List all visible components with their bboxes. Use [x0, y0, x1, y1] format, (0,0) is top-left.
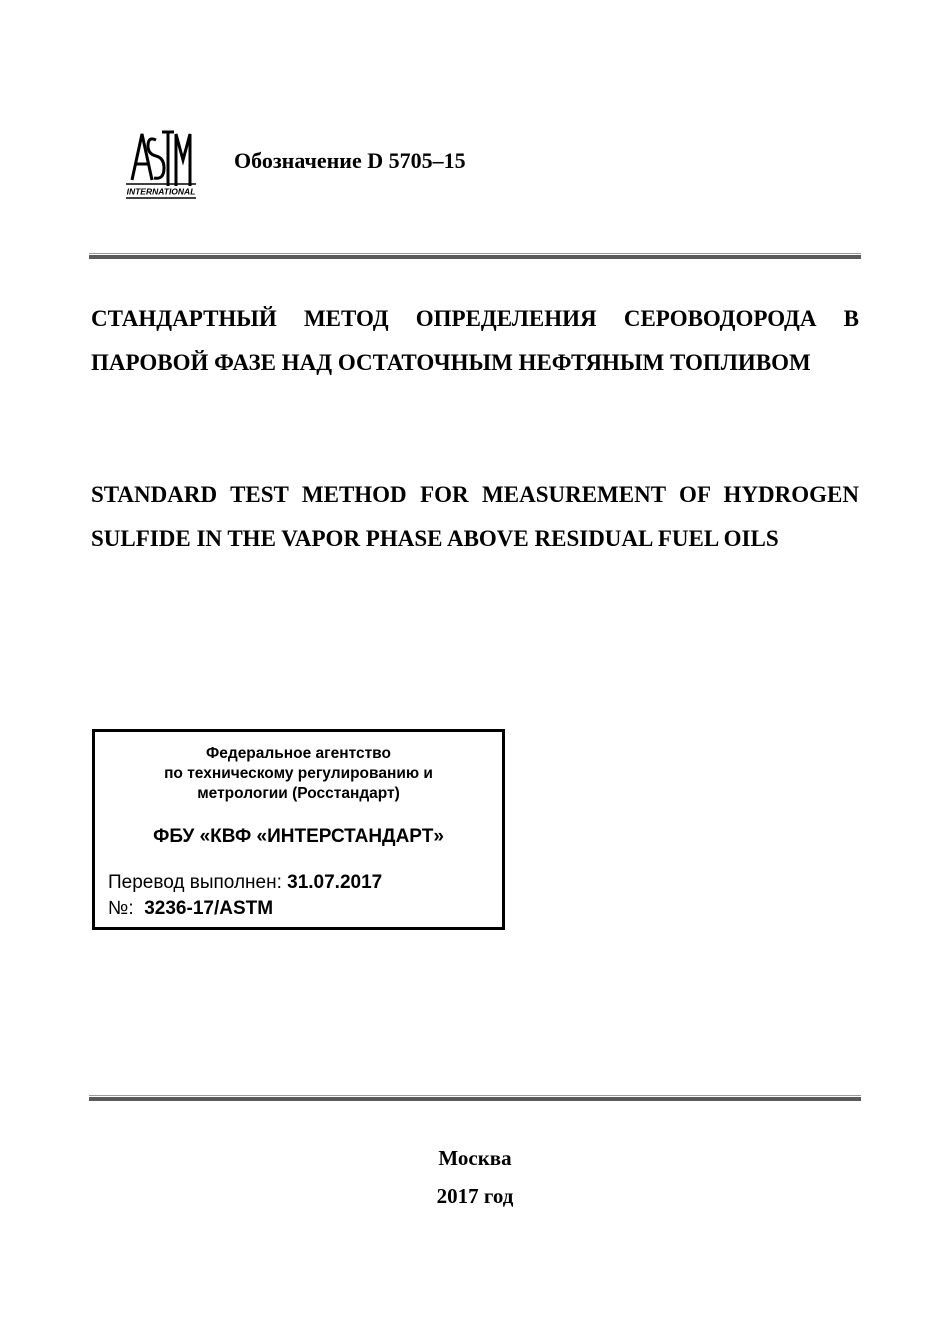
translation-stamp: [92, 729, 505, 930]
title-english: STANDARD TEST METHOD FOR MEASUREMENT OF HYDROGEN SULFIDE IN THE VAPOR PHASE ABOVE RESIDUAL FUEL OILS: [91, 482, 859, 551]
astm-logo-icon: [112, 126, 196, 200]
bottom-divider: [89, 1095, 861, 1101]
top-divider: [89, 253, 861, 259]
stamp-number-line: [108, 898, 273, 920]
stamp-agency-line: по техническому регулированию и: [164, 765, 433, 782]
stamp-organization: ФБУ «КВФ «ИНТЕРСТАНДАРТ»: [153, 826, 444, 847]
stamp-agency: [95, 744, 502, 804]
stamp-agency-line: Федеральное агентство: [206, 745, 391, 762]
astm-logo: [112, 126, 196, 200]
number-value: 3236-17/ASTM: [144, 898, 274, 919]
publication-year: 2017 год: [436, 1184, 514, 1208]
translation-label: Перевод выполнен:: [108, 872, 282, 893]
standard-designation: Обозначение D 5705–15: [234, 148, 466, 173]
stamp-agency-line: метрологии (Росстандарт): [197, 785, 400, 802]
stamp-translation-line: [108, 872, 382, 894]
title-russian: СТАНДАРТНЫЙ МЕТОД ОПРЕДЕЛЕНИЯ СЕРОВОДОРОДА В ПАРОВОЙ ФАЗЕ НАД ОСТАТОЧНЫМ НЕФТЯНЫМ ТОПЛИВОМ: [91, 306, 859, 375]
publication-city: Москва: [438, 1146, 512, 1170]
number-label: №:: [108, 898, 134, 919]
translation-date: 31.07.2017: [287, 872, 383, 893]
logo-subtitle: INTERNATIONAL: [126, 186, 196, 197]
